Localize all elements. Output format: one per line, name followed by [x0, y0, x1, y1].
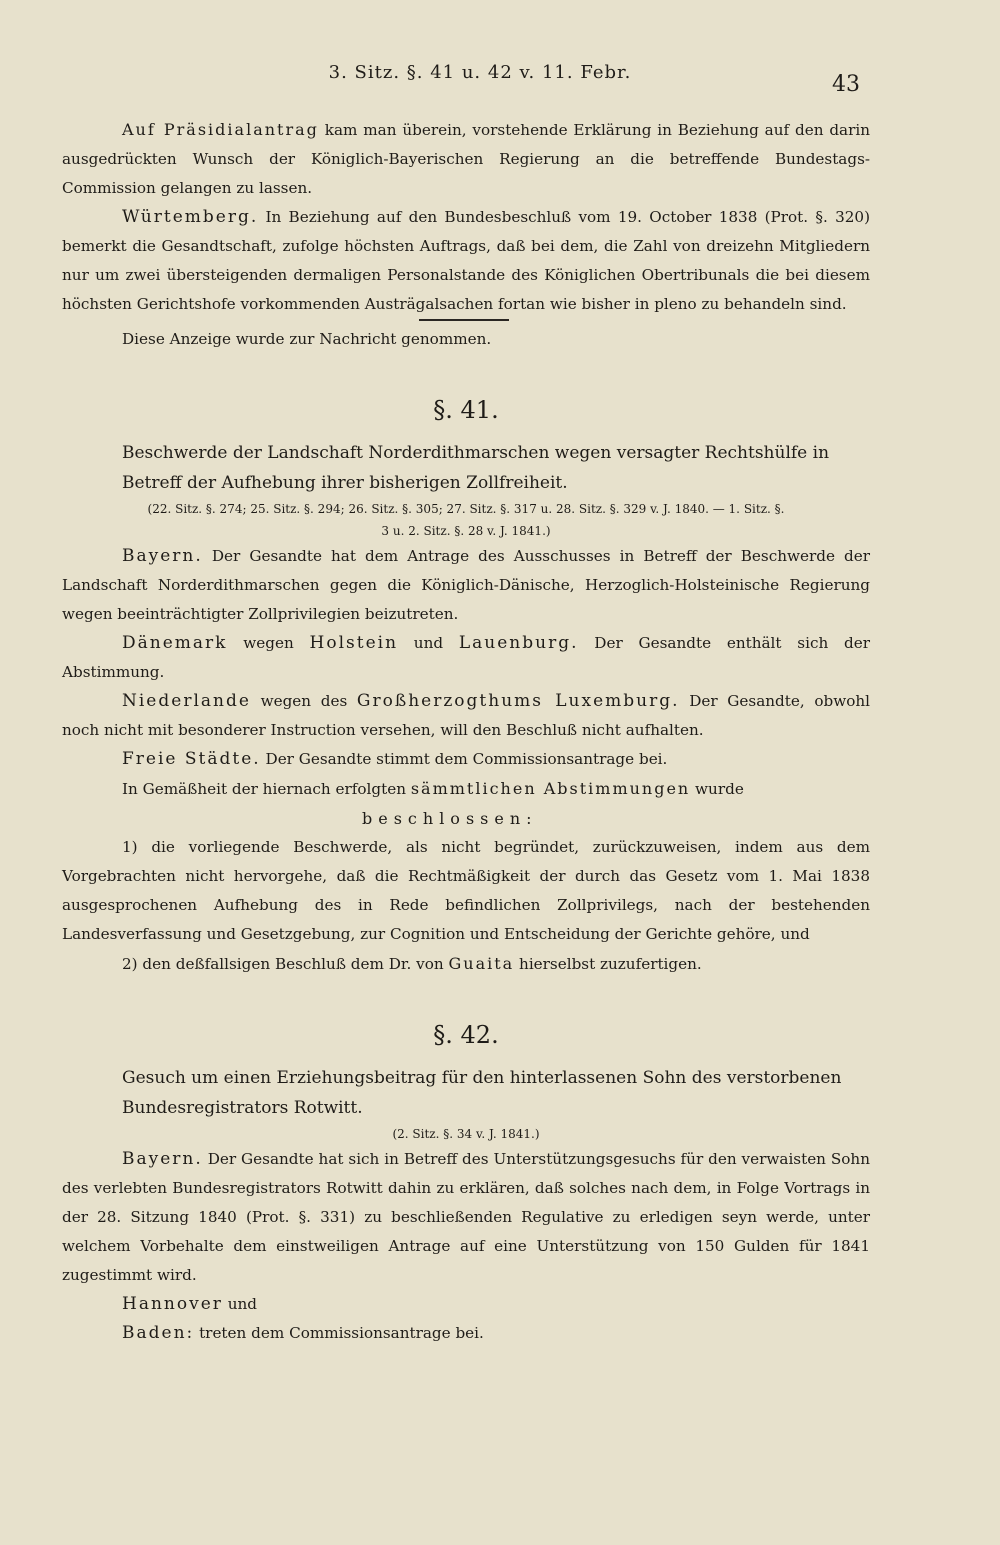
state-name: Bayern. [122, 546, 203, 566]
paragraph-daenemark: Dänemark wegen Holstein und Lauenburg. Der Gesandte enthält sich der Abstimmung. [62, 633, 870, 681]
paragraph-presidial: Auf Präsidialantrag kam man überein, vorstehende Erklärung in Beziehung auf den darin ausgedrückten Wunsch der Königlich-Bayerischen Regierung an die betreffende Bundestags-Commission gelangen zu lassen. [62, 120, 871, 197]
spaced-term: Guaita [448, 954, 515, 973]
state-name: Baden: [122, 1323, 195, 1343]
paragraph-bayern-41: Bayern. Der Gesandte hat dem Antrage des Ausschusses in Betreff der Beschwerde der Landschaft Norderdithmarschen gegen die Königlich-Dänische, Herzoglich-Holsteinische Regierung wegen beeinträchtigter Zollprivilegien beizutreten. [62, 546, 870, 623]
page-body [62, 115, 870, 1348]
resolution-heading: beschlossen: [362, 809, 538, 828]
paragraph-bayern-42: Bayern. Der Gesandte hat sich in Betreff des Unterstützungsgesuchs für den verwaisten Sohn des verlebten Bundesregistrators Rotwitt dahin zu erklären, daß solches nach dem, in Folge Vortrags in der 28. Sitzung 1840 (Prot. §. 331) zu beschließenden Regulative zu erledigen seyn werde, unter welchem Vorbehalte dem einstweiligen Antrage auf eine Unterstützung von 150 Gulden für 1841 zugestimmt wird. [62, 1149, 870, 1284]
state-name: Niederlande [122, 691, 251, 711]
paragraph-wuertemberg: Würtemberg. In Beziehung auf den Bundesbeschluß vom 19. October 1838 (Prot. §. 320) bemerkt die Gesandtschaft, zufolge höchsten Auftrags, daß bei dem, die Zahl von dreizehn Mitgliedern nur um zwei übersteigenden dermaligen Personalstande des Königlichen Obertribunals die bei diesem höchsten Gerichtshofe vorkommenden Austrägalsachen fortan wie bisher in pleno zu behandeln sind. [62, 207, 870, 313]
spaced-term: Auf Präsidialantrag [122, 120, 319, 139]
section-heading-41: §. 41. [433, 396, 499, 424]
resolution-item-1: 1) die vorliegende Beschwerde, als nicht begründet, zurückzuweisen, indem aus dem Vorgebrachten nicht hervorgehe, daß die Rechtmäßigkeit der durch das Gesetz vom 1. Mai 1838 ausgesprochenen Aufhebung des in Rede befindlichen Zollprivilegs, nach der bestehenden Landesverfassung und Gesetzgebung, zur Cognition und Entscheidung der Gerichte gehöre, und [62, 838, 870, 943]
state-name: Lauenburg. [458, 633, 579, 653]
spaced-term: sämmtlichen Abstimmungen [410, 779, 691, 798]
section-title-41-line1: Beschwerde der Landschaft Norderdithmarschen wegen versagter Rechtshülfe in [122, 443, 830, 463]
page-number: 43 [832, 72, 860, 97]
divider-line [419, 319, 509, 321]
section-references-41-cont: 3 u. 2. Sitz. §. 28 v. J. 1841.) [381, 524, 551, 538]
state-name: Bayern. [122, 1149, 203, 1169]
state-name: Holstein [309, 633, 399, 653]
paragraph-note: Diese Anzeige wurde zur Nachricht genommen. [122, 330, 492, 348]
resolution-item-2: 2) den deßfallsigen Beschluß dem Dr. von Guaita hierselbst zuzufertigen. [122, 954, 702, 973]
running-header: 3. Sitz. §. 41 u. 42 v. 11. Febr. [328, 62, 632, 83]
state-name: Hannover [122, 1294, 223, 1314]
paragraph-hannover: Hannover und [122, 1294, 258, 1314]
paragraph-baden: Baden: treten dem Commissionsantrage bei. [122, 1323, 484, 1343]
section-references-41: (22. Sitz. §. 274; 25. Sitz. §. 294; 26. Sitz. §. 305; 27. Sitz. §. 317 u. 28. Sitz. §. 329 v. J. 1840. — 1. Sitz. §. [147, 502, 785, 516]
state-name: Würtemberg. [122, 207, 259, 227]
paragraph-freie-staedte: Freie Städte. Der Gesandte stimmt dem Commissionsantrage bei. [122, 749, 668, 769]
section-title-41-line2: Betreff der Aufhebung ihrer bisherigen Zollfreiheit. [122, 473, 568, 493]
section-title-42-line1: Gesuch um einen Erziehungsbeitrag für den hinterlassenen Sohn des verstorbenen [122, 1068, 842, 1088]
state-name: Dänemark [122, 633, 228, 653]
paragraph-gemaessheit: In Gemäßheit der hiernach erfolgten sämmtlichen Abstimmungen wurde [122, 779, 744, 798]
section-references-42: (2. Sitz. §. 34 v. J. 1841.) [392, 1127, 540, 1141]
state-name: Freie Städte. [122, 749, 261, 769]
section-title-42-line2: Bundesregistrators Rotwitt. [122, 1098, 363, 1118]
state-name: Großherzogthums Luxemburg. [356, 691, 680, 711]
paragraph-niederlande: Niederlande wegen des Großherzogthums Luxemburg. Der Gesandte, obwohl noch nicht mit besonderer Instruction versehen, will den Beschluß nicht aufhalten. [62, 691, 871, 739]
section-heading-42: §. 42. [433, 1021, 499, 1049]
